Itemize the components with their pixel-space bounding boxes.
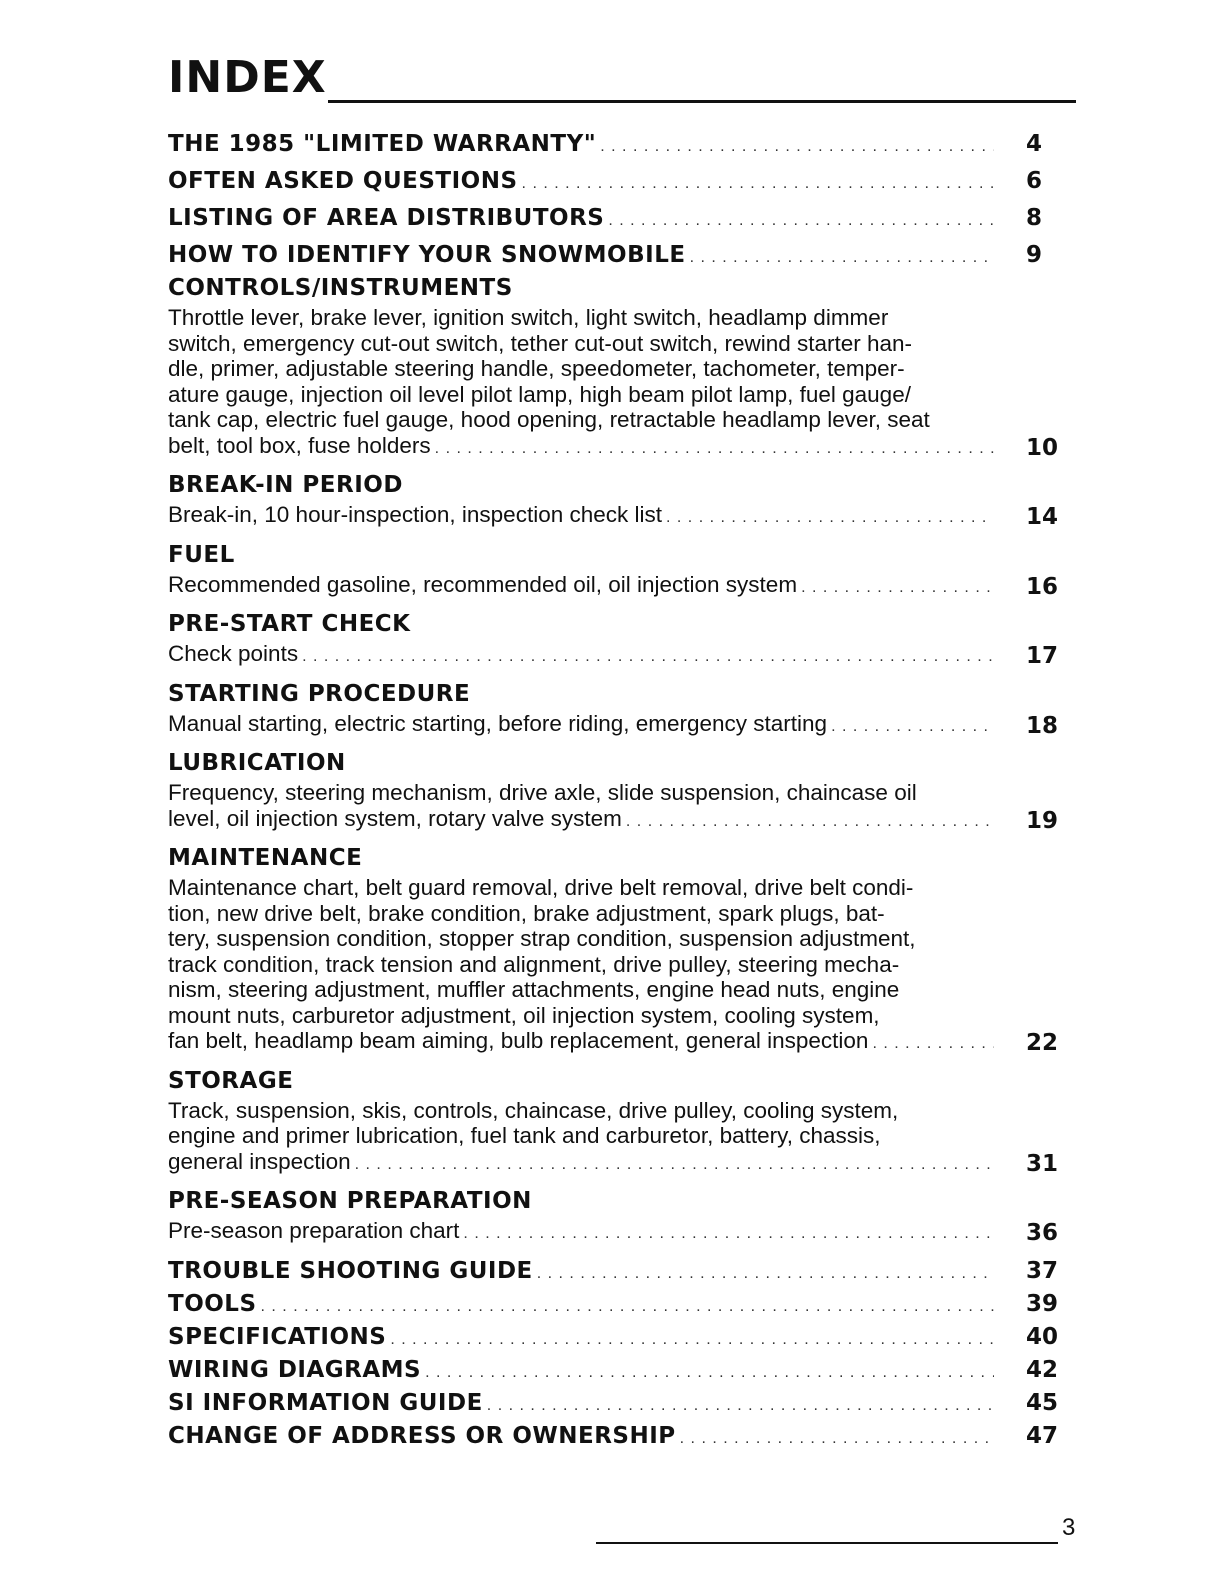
toc-group-title: LUBRICATION	[168, 750, 346, 776]
dot-leader	[801, 575, 994, 601]
heading-row	[168, 52, 1076, 108]
toc-group[interactable]	[168, 1185, 1059, 1247]
description-line: fan belt, headlamp beam aiming, bulb replacement, general inspection	[168, 1028, 869, 1053]
dot-leader	[831, 714, 994, 740]
description-line: engine and primer lubrication, fuel tank and carburetor, battery, chassis,	[168, 1123, 881, 1148]
toc-entry[interactable]	[168, 1288, 1059, 1321]
dot-leader	[680, 1430, 994, 1448]
toc-entry[interactable]	[168, 128, 1048, 161]
description-line: nism, steering adjustment, muffler attachments, engine head nuts, engine	[168, 977, 900, 1002]
dot-leader	[522, 175, 994, 193]
description-line: switch, emergency cut-out switch, tether cut-out switch, rewind starter han-	[168, 330, 913, 356]
toc-entry-title: SPECIFICATIONS	[168, 1323, 387, 1350]
description-line: tank cap, electric fuel gauge, hood opening, retractable headlamp lever, seat	[168, 407, 930, 432]
toc-group[interactable]	[168, 608, 1059, 670]
dot-leader	[608, 212, 994, 230]
toc-group-description	[168, 571, 1059, 601]
description-line: Pre-season preparation chart	[168, 1218, 460, 1243]
toc-entry[interactable]	[168, 1420, 1059, 1453]
toc-entry-page: 8	[1026, 205, 1043, 231]
toc-group-title: CONTROLS/INSTRUMENTS	[168, 275, 513, 301]
description-line: mount nuts, carburetor adjustment, oil injection system, cooling system,	[168, 1002, 880, 1028]
dot-leader	[390, 1331, 994, 1349]
description-line: Check points	[168, 641, 299, 666]
toc-entry-title: THE 1985 "LIMITED WARRANTY"	[168, 131, 597, 157]
toc-entry-page: 9	[1026, 242, 1043, 268]
dot-leader	[425, 1364, 994, 1382]
dot-leader	[355, 1152, 994, 1178]
toc-group-title: STARTING PROCEDURE	[168, 680, 471, 707]
toc-entry-page: 4	[1026, 131, 1043, 157]
description-line: Recommended gasoline, recommended oil, oil injection system	[168, 571, 798, 597]
toc-group-description	[168, 875, 1059, 1057]
description-line: level, oil injection system, rotary valve system	[168, 805, 622, 831]
toc-group-title: PRE-SEASON PREPARATION	[168, 1188, 532, 1214]
toc-group-description	[168, 710, 1059, 740]
toc-group-title: FUEL	[168, 541, 235, 568]
dot-leader	[600, 138, 994, 156]
toc-entry-title: HOW TO IDENTIFY YOUR SNOWMOBILE	[168, 242, 686, 268]
toc-entry[interactable]	[168, 1354, 1059, 1387]
toc-group-page: 17	[1026, 643, 1059, 669]
dot-leader	[537, 1265, 994, 1283]
dot-leader	[302, 644, 994, 670]
dot-leader	[261, 1298, 994, 1316]
toc-entry[interactable]	[168, 1255, 1059, 1288]
toc-group-description	[168, 1097, 1059, 1178]
toc-group-page: 10	[1026, 434, 1059, 461]
toc-entry[interactable]	[168, 1321, 1059, 1354]
toc-group-title: MAINTENANCE	[168, 845, 363, 871]
page-title: INDEX	[168, 52, 327, 103]
toc-group-description	[168, 1218, 1059, 1247]
toc-group[interactable]	[168, 272, 1059, 461]
dot-leader	[872, 1031, 994, 1057]
toc-entry-page: 42	[1026, 1356, 1059, 1383]
description-line: tery, suspension condition, stopper strap condition, suspension adjustment,	[168, 926, 916, 951]
dot-leader	[626, 809, 994, 835]
toc-entry-title: LISTING OF AREA DISTRIBUTORS	[168, 205, 605, 231]
page-number: 3	[1062, 1514, 1076, 1541]
toc-entry[interactable]	[168, 1387, 1059, 1420]
description-line: Break-in, 10 hour-inspection, inspection check list	[168, 502, 663, 527]
toc-entry-page: 39	[1026, 1290, 1059, 1317]
toc-group-description	[168, 502, 1059, 531]
toc-group-description	[168, 641, 1059, 670]
dot-leader	[666, 505, 994, 531]
toc-entry-page: 6	[1026, 168, 1043, 194]
footer-rule	[596, 1542, 1058, 1544]
toc-group-page: 14	[1026, 504, 1059, 530]
toc-entry-title: SI INFORMATION GUIDE	[168, 1389, 483, 1416]
toc-entry-title: CHANGE OF ADDRESS OR OWNERSHIP	[168, 1422, 676, 1449]
toc-entry-title: WIRING DIAGRAMS	[168, 1356, 422, 1383]
description-line: general inspection	[168, 1148, 351, 1174]
table-of-contents	[168, 128, 1059, 1453]
toc-group-description	[168, 780, 1059, 834]
toc-group-page: 19	[1026, 807, 1059, 834]
toc-group-title: PRE-START CHECK	[168, 611, 411, 637]
toc-group-page: 16	[1026, 573, 1059, 600]
toc-group-title: BREAK-IN PERIOD	[168, 472, 403, 498]
toc-group-page: 22	[1026, 1030, 1059, 1056]
toc-group-page: 36	[1026, 1220, 1059, 1246]
heading-rule	[328, 100, 1076, 103]
toc-group-description	[168, 305, 1059, 461]
description-line: Maintenance chart, belt guard removal, drive belt removal, drive belt condi-	[168, 875, 914, 900]
toc-group-page: 31	[1026, 1150, 1059, 1177]
toc-entry[interactable]	[168, 239, 1048, 272]
toc-group[interactable]	[168, 539, 1059, 601]
toc-group[interactable]	[168, 469, 1059, 531]
description-line: belt, tool box, fuse holders	[168, 432, 431, 458]
toc-group[interactable]	[168, 678, 1059, 740]
toc-entry-page: 40	[1026, 1323, 1059, 1350]
description-line: Manual starting, electric starting, before riding, emergency starting	[168, 710, 828, 736]
toc-entry-title: TOOLS	[168, 1290, 257, 1317]
toc-entry[interactable]	[168, 165, 1048, 198]
toc-group-title: STORAGE	[168, 1067, 294, 1094]
toc-group[interactable]	[168, 842, 1059, 1057]
toc-entry-page: 37	[1026, 1257, 1059, 1284]
description-line: Frequency, steering mechanism, drive axle, slide suspension, chaincase oil	[168, 780, 917, 805]
toc-group[interactable]	[168, 1065, 1059, 1178]
toc-entry-page: 47	[1026, 1422, 1059, 1449]
toc-group[interactable]	[168, 747, 1059, 834]
dot-leader	[690, 249, 994, 267]
description-line: track condition, track tension and alignment, drive pulley, steering mecha-	[168, 951, 900, 977]
dot-leader	[487, 1397, 994, 1415]
toc-group-page: 18	[1026, 712, 1059, 739]
description-line: Throttle lever, brake lever, ignition switch, light switch, headlamp dimmer	[168, 305, 889, 330]
description-line: ature gauge, injection oil level pilot lamp, high beam pilot lamp, fuel gauge/	[168, 381, 911, 407]
dot-leader	[435, 436, 994, 462]
description-line: Track, suspension, skis, controls, chaincase, drive pulley, cooling system,	[168, 1097, 899, 1123]
toc-entry[interactable]	[168, 202, 1048, 235]
toc-entry-title: TROUBLE SHOOTING GUIDE	[168, 1257, 533, 1284]
dot-leader	[463, 1221, 994, 1247]
toc-entry-title: OFTEN ASKED QUESTIONS	[168, 168, 518, 194]
description-line: tion, new drive belt, brake condition, brake adjustment, spark plugs, bat-	[168, 900, 885, 926]
description-line: dle, primer, adjustable steering handle, speedometer, tachometer, temper-	[168, 356, 905, 381]
toc-entry-page: 45	[1026, 1389, 1059, 1416]
